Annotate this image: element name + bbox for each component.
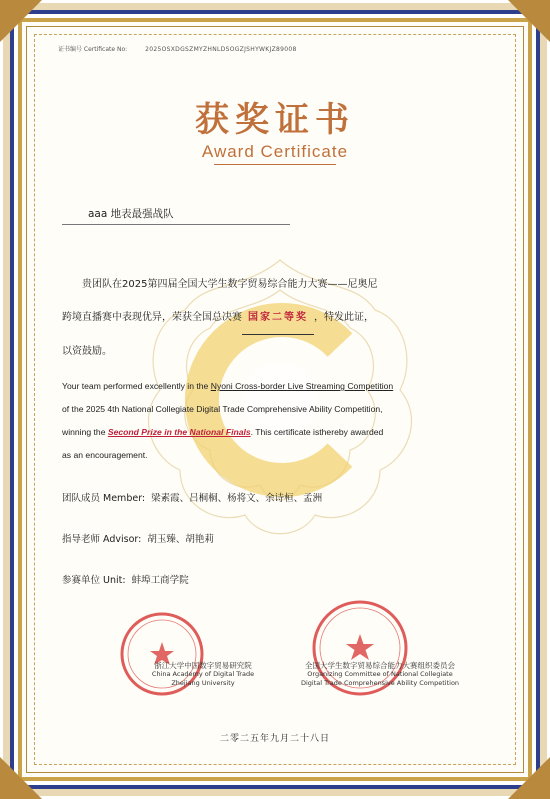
- english-body-line-1: [62, 375, 492, 398]
- issuer-left-english-1: China Academy of Digital Trade: [151, 670, 255, 678]
- participating-unit-label: 参赛单位 Unit:: [62, 575, 126, 586]
- issuer-right: [276, 661, 484, 688]
- team-members-label: 团队成员 Member:: [62, 493, 146, 504]
- corner-ornament-top-right: [508, 0, 550, 42]
- participating-unit: [62, 572, 189, 586]
- english-body-line-2: of the 2025 4th National Collegiate Digital Trade Comprehensive Ability Competition,: [62, 404, 383, 414]
- chinese-body-line-2: [62, 301, 482, 335]
- issuer-left: [128, 661, 278, 688]
- issuer-left-english-2: Zhejiang University: [171, 679, 235, 687]
- english-body-line-3-prefix: winning the: [62, 427, 108, 437]
- english-body-text: [62, 375, 492, 467]
- certificate-number-label: 证书编号 Certificate No:: [58, 46, 128, 53]
- certificate-number-value: 2025OSXDGSZMYZHNLDSOGZJSHYWKJZ89008: [145, 46, 297, 53]
- english-body-line-3-suffix: . This certificate isthereby awarded: [250, 427, 384, 437]
- english-body-line-4: as an encouragement.: [62, 450, 148, 460]
- team-members-value: 梁素霞、吕桐桐、杨将文、余诗桓、孟洲: [151, 493, 323, 504]
- advisor: [62, 531, 214, 545]
- issuer-left-chinese: 浙江大学中国数字贸易研究院: [154, 661, 252, 670]
- issuer-right-chinese: 全国大学生数字贸易综合能力大赛组织委员会: [305, 661, 455, 670]
- issuer-right-english-2: Digital Trade Comprehensive Ability Competition: [300, 679, 460, 687]
- award-level-english: Second Prize in the National Finals: [107, 427, 251, 437]
- advisor-value: 胡玉臻、胡艳莉: [147, 534, 214, 545]
- chinese-body-line-2-prefix: 跨境直播赛中表现优异，荣获全国总决赛: [62, 312, 242, 323]
- title-english: Award Certificate: [201, 142, 349, 161]
- certificate-number: [58, 44, 297, 53]
- team-members: [62, 490, 322, 504]
- advisor-label: 指导老师 Advisor:: [62, 534, 142, 545]
- corner-ornament-bottom-left: [0, 757, 42, 799]
- recipient-name: aaa 地表最强战队: [88, 208, 174, 220]
- issue-date: 二零二五年九月二十八日: [219, 734, 330, 744]
- chinese-body-line-3: 以资鼓励。: [62, 346, 112, 357]
- issuer-right-english-1: Organizing Committee of National Collegiate: [307, 670, 453, 678]
- corner-ornament-top-left: [0, 0, 42, 42]
- corner-ornament-bottom-right: [508, 757, 550, 799]
- chinese-body-text: [62, 268, 482, 368]
- award-level-chinese: 国家二等奖: [242, 301, 314, 335]
- participating-unit-value: 蚌埠工商学院: [131, 575, 189, 586]
- english-body-line-1-prefix: Your team performed excellently in the: [62, 381, 211, 391]
- title-chinese: 获奖证书: [195, 100, 355, 140]
- recipient-underline: [62, 224, 290, 225]
- title-divider: [214, 164, 336, 165]
- chinese-body-line-2-suffix: ，特发此证，: [314, 312, 374, 323]
- chinese-body-line-1: 贵团队在2025第四届全国大学生数字贸易综合能力大赛——尼奥尼: [82, 279, 378, 290]
- competition-name-english: Nyoni Cross-border Live Streaming Competition: [210, 381, 394, 391]
- english-body-line-3: [62, 421, 492, 444]
